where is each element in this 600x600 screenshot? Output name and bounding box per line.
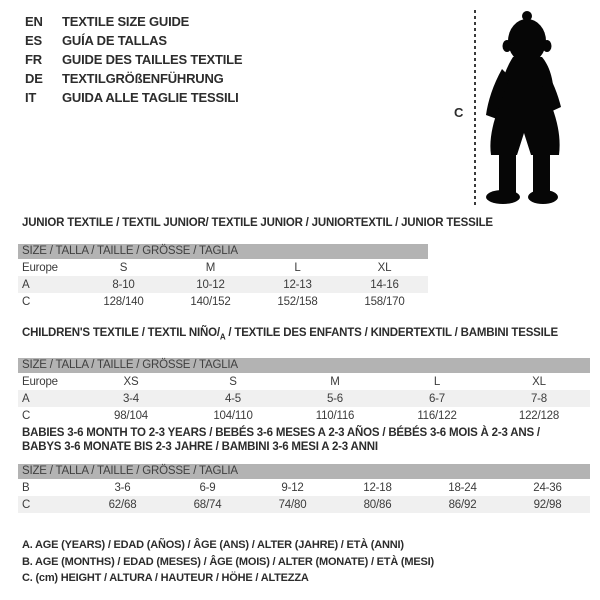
- section-heading: [18, 326, 590, 344]
- size-cell: S: [119, 261, 128, 274]
- row-label: C: [18, 496, 80, 513]
- language-row-fr: [25, 50, 242, 69]
- language-code: DE: [25, 71, 43, 86]
- table-row: [18, 259, 428, 276]
- legend-notes: [22, 537, 434, 587]
- size-cell: 128/140: [103, 295, 144, 308]
- table-row: [18, 276, 428, 293]
- size-cell: 104/110: [213, 409, 253, 422]
- size-cell: S: [229, 375, 237, 388]
- size-cell: 8-10: [80, 276, 167, 293]
- row-label: A: [18, 390, 80, 407]
- size-bar: SIZE / TALLA / TAILLE / GRÖSSE / TAGLIA: [18, 244, 428, 259]
- size-cell: 6-7: [386, 390, 488, 407]
- row-label: C: [22, 409, 31, 422]
- size-cell: 18-24: [448, 481, 477, 494]
- language-row-it: [25, 88, 242, 107]
- language-label: GUIDE DES TAILLES TEXTILE: [62, 52, 243, 67]
- note-age-months: B. AGE (MONTHS) / EDAD (MESES) / ÂGE (MOIS) / ALTER (MONATE) / ETÀ (MESI): [22, 555, 434, 568]
- note-age-years: A. AGE (YEARS) / EDAD (AÑOS) / ÂGE (ANS) / ALTER (JAHRE) / ETÀ (ANNI): [22, 539, 404, 551]
- table-row: [18, 390, 590, 407]
- baby-silhouette-image: [482, 9, 566, 207]
- row-label: C: [22, 295, 31, 308]
- size-cell: 152/158: [277, 295, 318, 308]
- language-code: IT: [25, 90, 37, 105]
- size-cell: 122/128: [518, 409, 560, 422]
- size-cell: M: [205, 261, 216, 274]
- size-cell: 74/80: [250, 496, 335, 513]
- size-cell: 62/68: [80, 496, 165, 513]
- language-code: FR: [25, 52, 42, 67]
- section-heading: JUNIOR TEXTILE / TEXTIL JUNIOR/ TEXTILE JUNIOR / JUNIORTEXTIL / JUNIOR TESSILE: [22, 217, 493, 229]
- language-label: GUIDA ALLE TAGLIE TESSILI: [62, 90, 239, 105]
- size-cell: M: [330, 375, 340, 388]
- size-cell: 92/98: [505, 496, 590, 513]
- size-cell: 80/86: [335, 496, 420, 513]
- language-label: TEXTILE SIZE GUIDE: [62, 14, 190, 29]
- size-cell: XL: [377, 261, 392, 274]
- table-row: [18, 479, 590, 496]
- size-cell: 7-8: [488, 390, 590, 407]
- language-label: TEXTILGRÖßENFÜHRUNG: [62, 71, 224, 86]
- language-list: [25, 12, 242, 107]
- section-junior-textile: [18, 216, 493, 310]
- size-cell: 12-13: [254, 276, 341, 293]
- language-row-de: [25, 69, 242, 88]
- size-cell: 14-16: [341, 276, 428, 293]
- size-cell: L: [294, 261, 301, 274]
- size-cell: 9-12: [281, 481, 304, 494]
- size-cell: 4-5: [182, 390, 284, 407]
- size-cell: XL: [532, 375, 546, 388]
- size-cell: 86/92: [420, 496, 505, 513]
- language-label: GUÍA DE TALLAS: [62, 33, 167, 48]
- row-label: Europe: [22, 261, 58, 274]
- size-cell: 110/116: [315, 409, 355, 422]
- table-row: [18, 293, 428, 310]
- table-row: [18, 373, 590, 390]
- section-heading-line2: BABYS 3-6 MONATE BIS 2-3 JAHRE / BAMBINI 3-6 MESI A 2-3 ANNI: [22, 441, 378, 453]
- size-cell: 12-18: [363, 481, 392, 494]
- size-cell: 116/122: [417, 409, 457, 422]
- language-code: ES: [25, 33, 42, 48]
- note-height-cm: C. (cm) HEIGHT / ALTURA / HAUTEUR / HÖHE / ALTEZZA: [22, 572, 309, 584]
- size-cell: 158/170: [364, 295, 405, 308]
- children-size-table: [18, 373, 590, 424]
- heading-text: / TEXTILE DES ENFANTS / KINDERTEXTIL / BAMBINI TESSILE: [225, 327, 558, 339]
- language-row-en: [25, 12, 242, 31]
- height-measure-label: C: [454, 105, 464, 120]
- size-bar: SIZE / TALLA / TAILLE / GRÖSSE / TAGLIA: [18, 464, 590, 479]
- babies-size-table: [18, 479, 590, 513]
- junior-size-table: [18, 259, 428, 310]
- size-cell: 10-12: [167, 276, 254, 293]
- table-row: [18, 407, 590, 424]
- size-cell: 3-6: [114, 481, 131, 494]
- size-cell: XS: [123, 375, 139, 388]
- row-label: Europe: [22, 375, 58, 388]
- row-label: B: [22, 481, 30, 494]
- size-cell: 5-6: [284, 390, 386, 407]
- size-cell: 98/104: [114, 409, 148, 422]
- size-cell: 140/152: [190, 295, 231, 308]
- table-row: [18, 496, 590, 513]
- size-bar: SIZE / TALLA / TAILLE / GRÖSSE / TAGLIA: [18, 358, 590, 373]
- section-children-textile: [18, 326, 590, 424]
- heading-text: CHILDREN'S TEXTILE / TEXTIL NIÑO/: [22, 327, 220, 339]
- size-cell: 24-36: [533, 481, 562, 494]
- language-code: EN: [25, 14, 43, 29]
- size-cell: 68/74: [165, 496, 250, 513]
- size-cell: 3-4: [80, 390, 182, 407]
- size-cell: 6-9: [199, 481, 216, 494]
- language-row-es: [25, 31, 242, 50]
- section-heading-line1: BABIES 3-6 MONTH TO 2-3 YEARS / BEBÉS 3-6 MESES A 2-3 AÑOS / BÉBÉS 3-6 MOIS À 2-3 ANS /: [22, 427, 540, 439]
- heading-subscript: A: [219, 332, 226, 342]
- size-cell: L: [433, 375, 441, 388]
- section-babies-textile: [18, 426, 590, 513]
- height-measure-dashed-line: [474, 10, 476, 208]
- row-label: A: [18, 276, 80, 293]
